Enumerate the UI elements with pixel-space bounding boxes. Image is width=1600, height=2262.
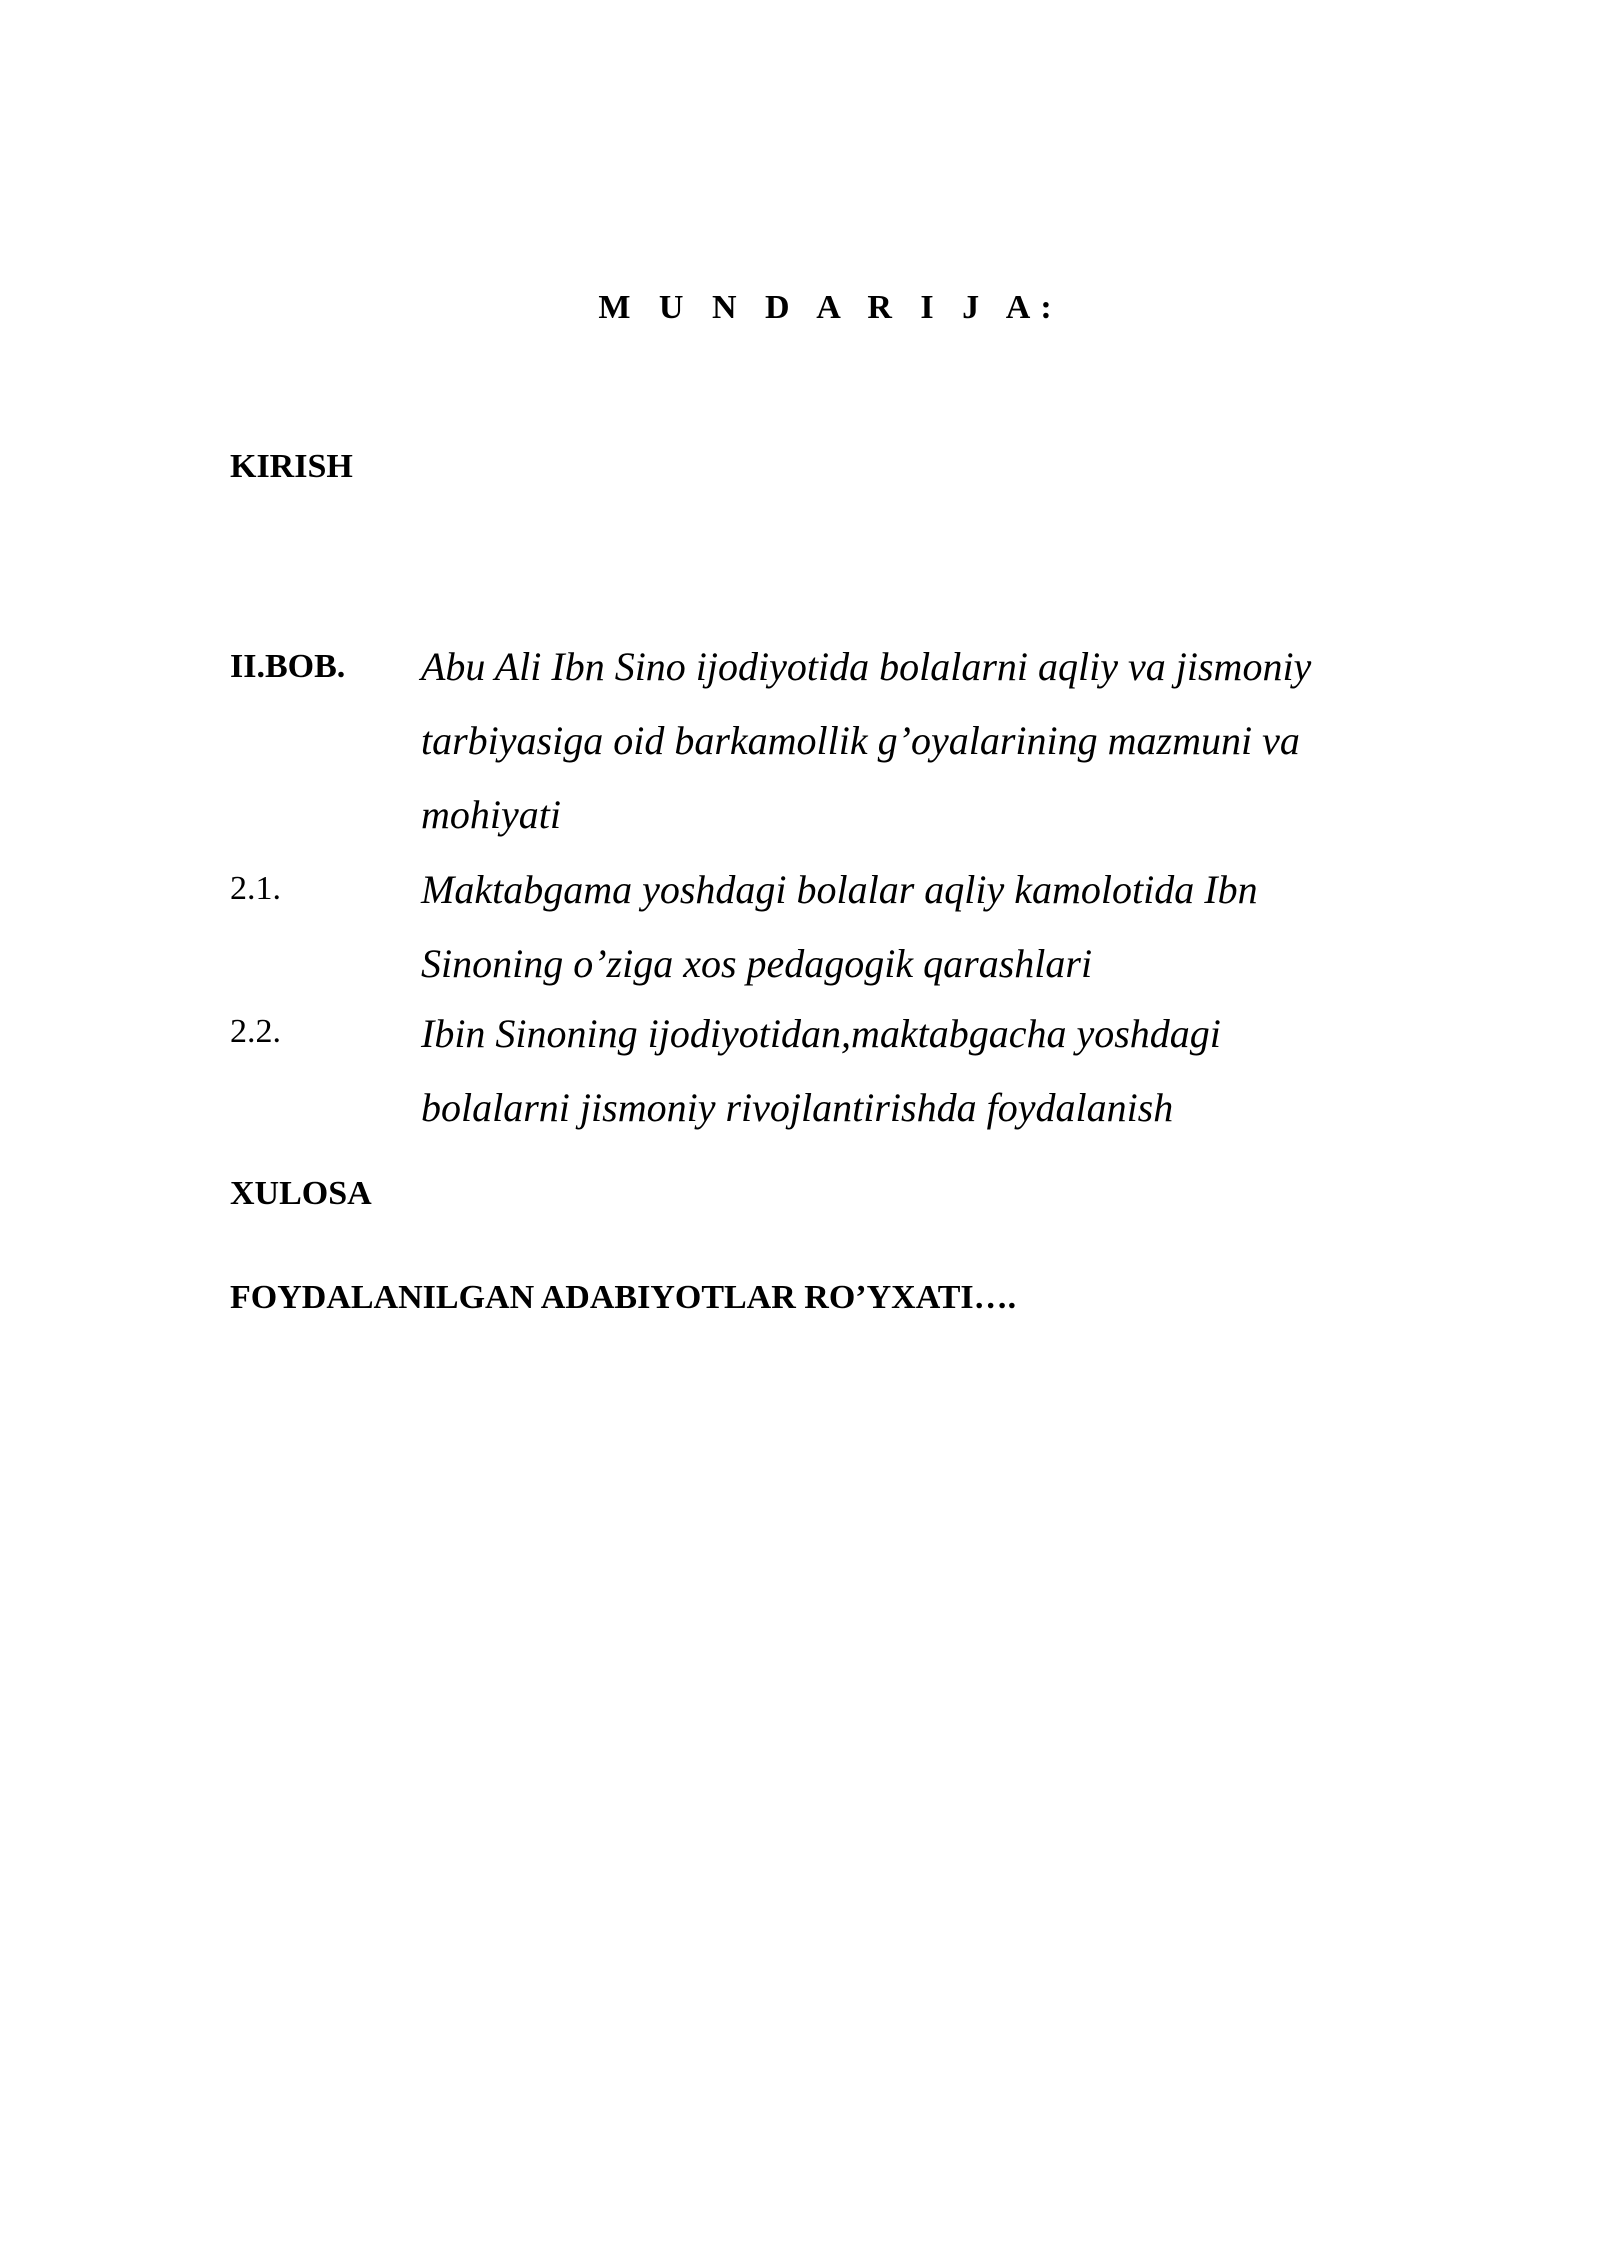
page-title: M U N D A R I J A: (598, 289, 1062, 326)
toc-chapter-number: II.BOB. (230, 648, 346, 685)
toc-intro: KIRISH (230, 448, 353, 485)
toc-section-title: Ibin Sinoning ijodiyotidan,maktabgacha yoshdagi bolalarni jismoniy rivojlantirishda foydalanish (421, 1011, 1221, 1130)
toc-conclusion: XULOSA (230, 1175, 372, 1212)
toc-chapter-title: Abu Ali Ibn Sino ijodiyotida bolalarni aqliy va jismoniy tarbiyasiga oid barkamollik g’oyalarining mazmuni va mohiyati (421, 644, 1312, 837)
toc-references: FOYDALANILGAN ADABIYOTLAR RO’YXATI…. (230, 1279, 1017, 1316)
toc-section-number: 2.2. (230, 1013, 281, 1050)
toc-section-title: Maktabgama yoshdagi bolalar aqliy kamolotida Ibn Sinoning o’ziga xos pedagogik qarashlari (421, 867, 1258, 986)
toc-section-number: 2.1. (230, 870, 281, 907)
